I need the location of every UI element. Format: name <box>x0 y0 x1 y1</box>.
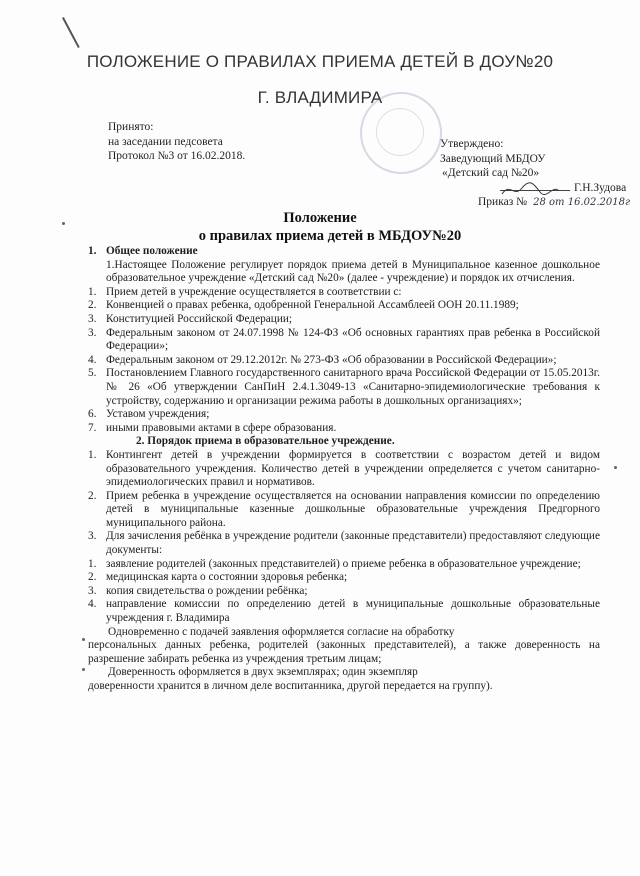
doc-subheading: о правилах приема детей в МБДОУ№20 <box>198 228 462 244</box>
doc-heading: Положение <box>283 210 357 226</box>
list-item: 2. медицинская карта о состоянии здоровья ребенка; <box>88 571 348 584</box>
accepted-protocol: Протокол №3 от 16.02.2018. <box>108 150 246 162</box>
approved-order: Приказ № 28 от 16.02.2018г <box>478 196 631 208</box>
section-1-intro: 1.Настоящее Положение регулирует порядок приема детей в Муниципальное казенное дошкольное образовательное учреждение «Детский сад №20» (далее - учреждение) и порядок их отчисления. <box>106 258 600 285</box>
scan-dot <box>62 222 65 225</box>
approved-signatory: Г.Н.Зудова <box>440 181 630 196</box>
section-2-title: 2. Порядок приема в образовательное учреждение. <box>136 435 395 448</box>
list-item: 7. иными правовыми актами в сфере образования. <box>88 421 337 434</box>
document-title: ПОЛОЖЕНИЕ О ПРАВИЛАХ ПРИЕМА ДЕТЕЙ В ДОУ№20 <box>86 52 554 71</box>
approved-label: Утверждено: <box>440 138 504 150</box>
list-item: 5. Постановлением Главного государственного санитарного врача Российской Федерации от 15.05.2013г. № 26 «Об утверждении СанПиН 2.4.1.3049-13 «Санитарно-эпидемиологические требования к устройству, содержанию и организации режима работы в дошкольных организациях»; <box>88 367 600 407</box>
list-item: 4. направление комиссии по определению детей в муниципальные дошкольные образовательные учреждения г. Владимира <box>88 598 600 625</box>
list-item: 3. копия свидетельства о рождении ребёнка; <box>88 584 308 597</box>
accepted-council: на заседании педсовета <box>108 135 223 148</box>
scan-dot <box>82 668 85 671</box>
list-item: 1. Прием детей в учреждение осуществляется в соответствии с: <box>88 285 402 298</box>
approval-accepted-block <box>108 120 245 164</box>
list-item: 1. Контингент детей в учреждении формируется в соответствии с возрастом детей и видом образовательного учреждения. Количество детей в учреждении определяется с учетом санитарно-эпидемиологических правил и нормативов. <box>88 448 600 489</box>
list-item: 2. Конвенцией о правах ребенка, одобренной Генеральной Ассамблеей ООН 20.11.1989; <box>88 299 519 312</box>
list-item: 3. Федеральным законом от 24.07.1998 № 124-ФЗ «Об основных гарантиях прав ребенка в Российской Федерации»; <box>88 326 600 353</box>
section-1-title: 1. Общее положение <box>88 245 198 257</box>
list-item: 1. заявление родителей (законных представителей) о приеме ребенка в образовательное учреждение; <box>88 557 581 570</box>
paragraph: доверенности хранится в личном деле воспитанника, другой передается на группу). <box>88 680 493 692</box>
paragraph: Одновременно с подачей заявления оформляется согласие на обработку <box>108 625 455 638</box>
scan-artifact <box>62 17 80 48</box>
list-item: 3. Конституцией Российской Федерации; <box>88 312 293 325</box>
accepted-label: Принято: <box>108 121 154 133</box>
scan-dot <box>614 466 617 469</box>
scan-dot <box>82 638 85 641</box>
list-item: 2. Прием ребенка в учреждение осуществляется на основании направления комиссии по определению детей в муниципальные казенные дошкольные образовательные учреждения Предгорного муниципального района. <box>88 489 600 529</box>
list-item: 4. Федеральным законом от 29.12.2012г. № 273-ФЗ «Об образовании в Российской Федерации»; <box>88 353 557 366</box>
document-body <box>88 245 600 694</box>
paragraph: Доверенность оформляется в двух экземплярах; один экземпляр <box>108 666 418 679</box>
signature-icon <box>500 180 560 200</box>
handwritten-order-number: 28 от 16.02.2018г <box>533 197 631 208</box>
list-item: 3. Для зачисления ребёнка в учреждение родители (законные представители) предоставляют следующие документы: <box>88 530 600 557</box>
stamp <box>360 92 442 174</box>
list-item: 6. Уставом учреждения; <box>88 408 210 421</box>
approved-position: Заведующий МБДОУ <box>440 152 546 165</box>
approved-institution: «Детский сад №20» <box>442 167 540 179</box>
paragraph: персональных данных ребенка, родителей (законных представителей), а также доверенность на разрешение забирать ребенка из учреждения третьим лицам; <box>88 639 600 665</box>
document-city: Г. ВЛАДИМИРА <box>257 88 383 107</box>
